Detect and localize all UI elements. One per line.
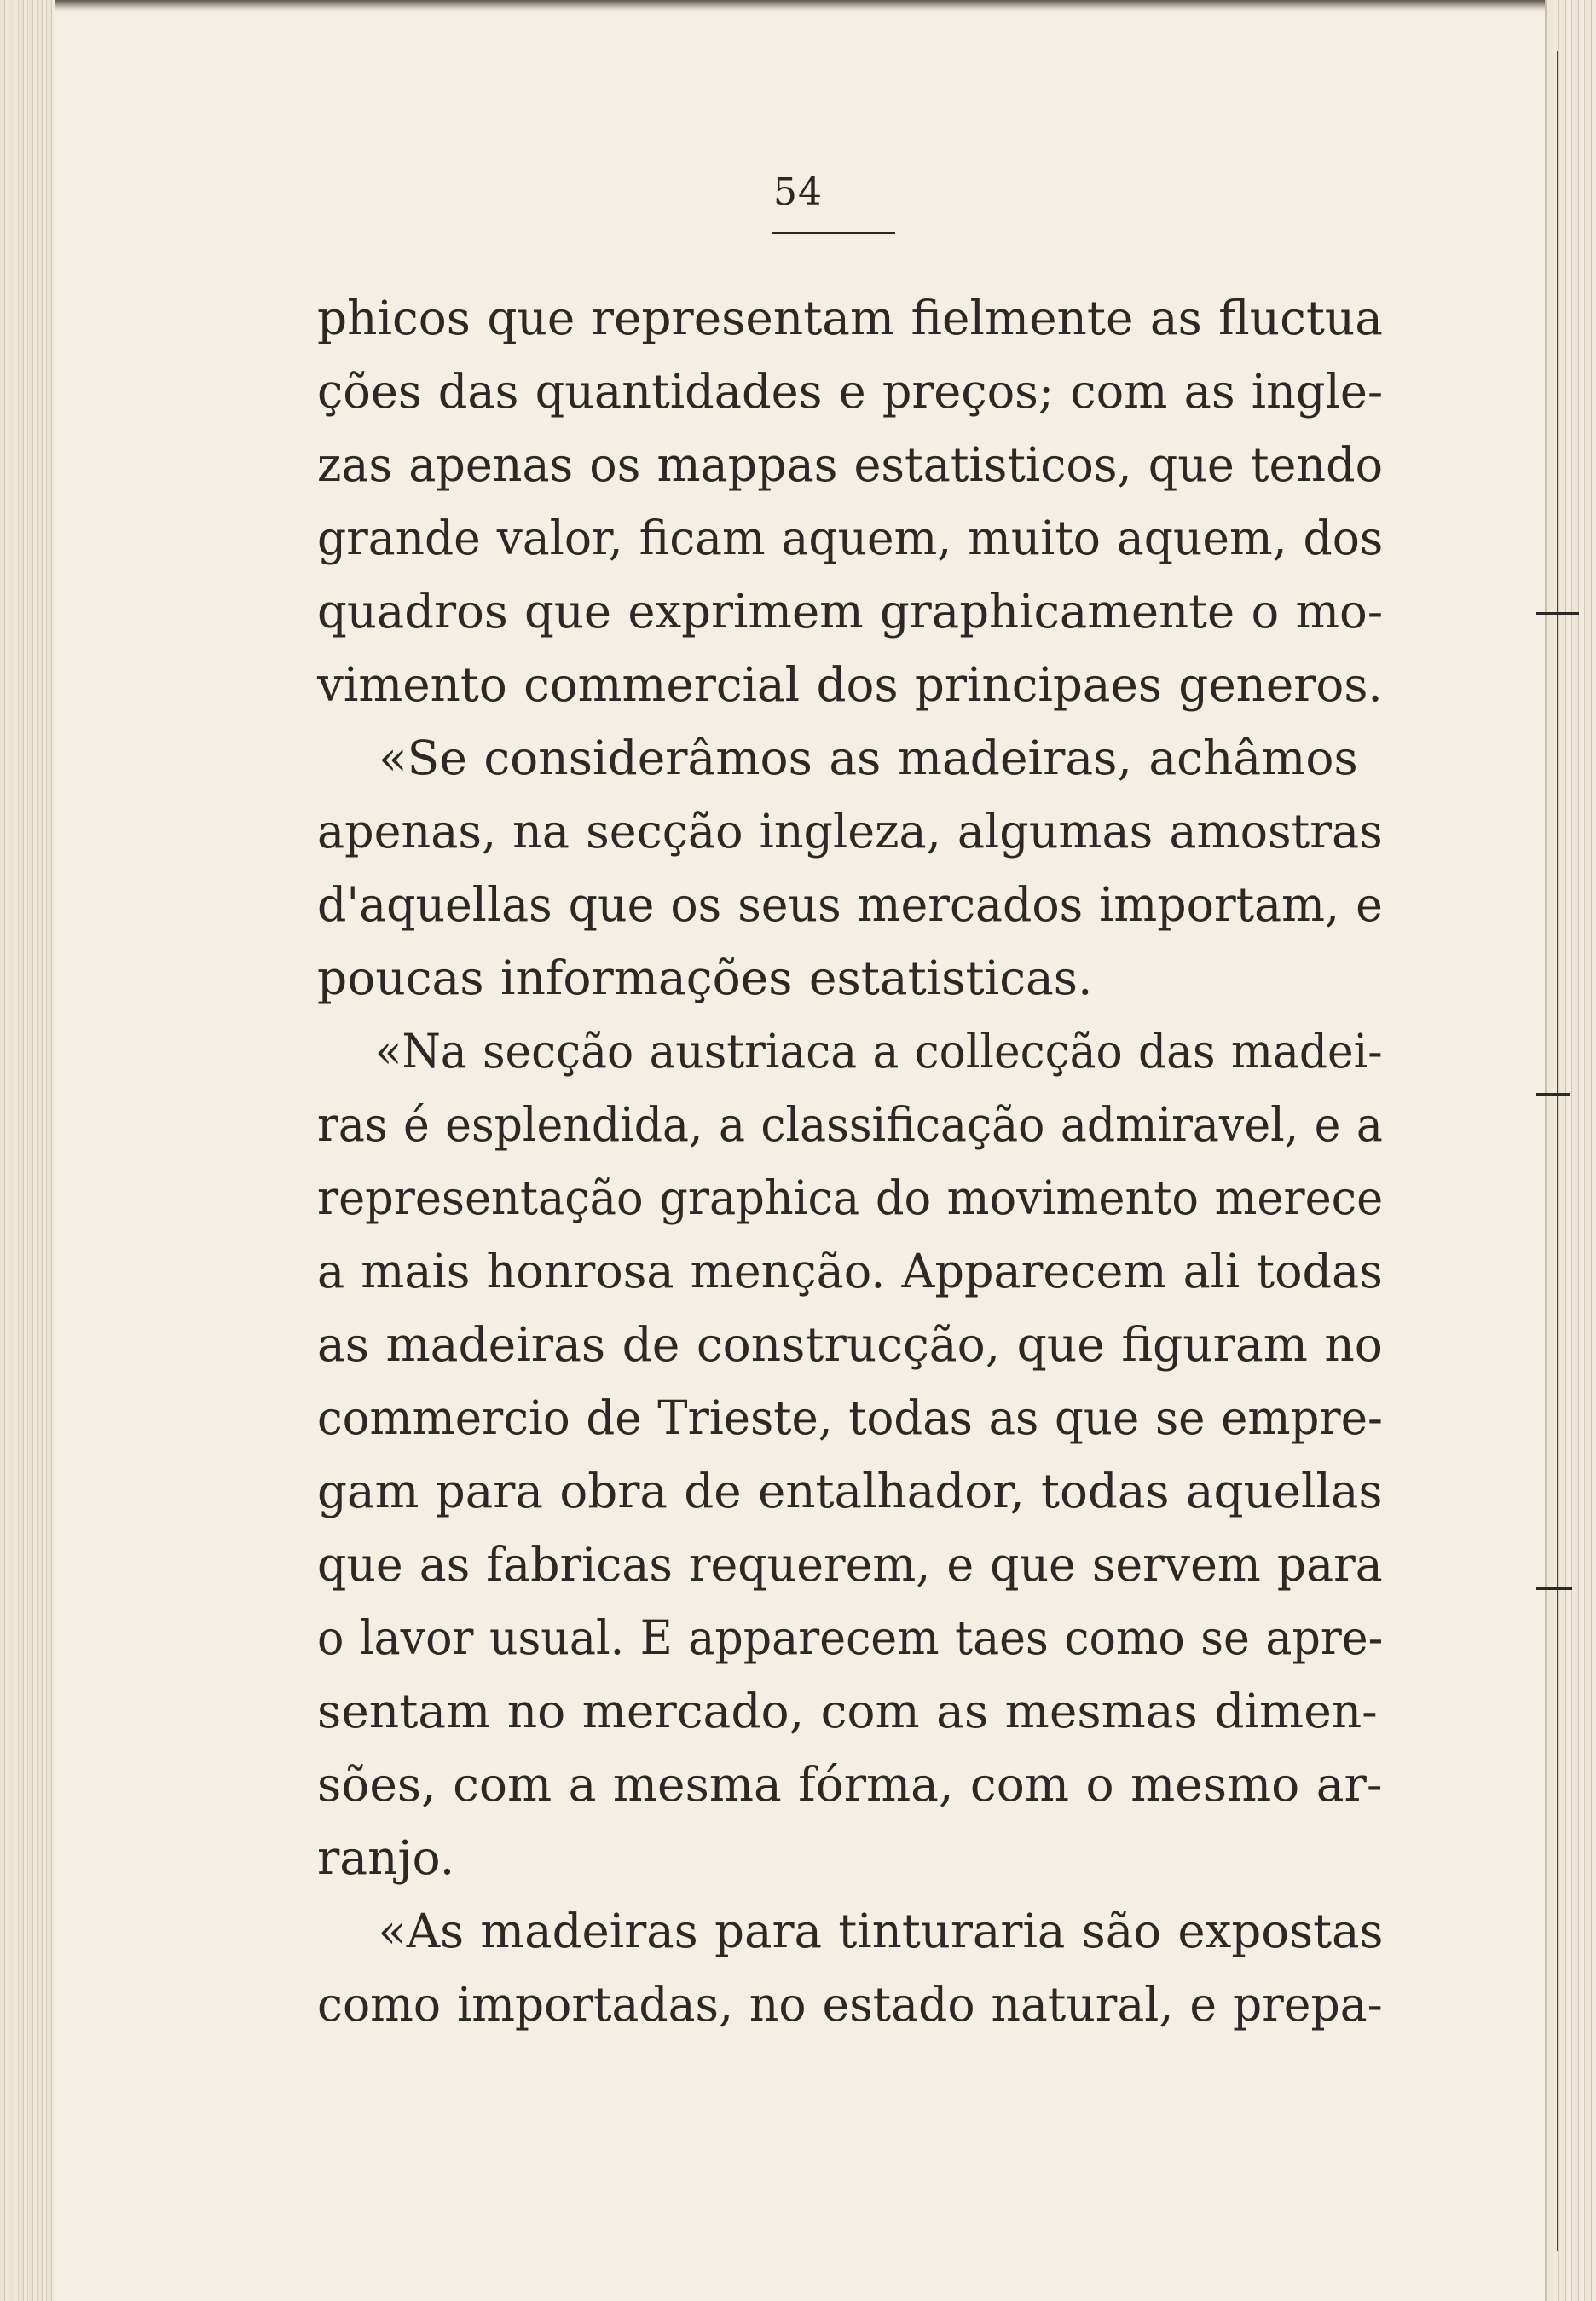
text-line: ras é esplendida, a classificação admiravel, e a	[317, 1097, 1383, 1152]
right-binding-edge	[1545, 0, 1596, 2301]
page-number: 54	[773, 171, 823, 214]
text-line: phicos que representam fielmente as fluctua	[317, 291, 1383, 345]
margin-tick	[1536, 1093, 1570, 1096]
text-line: apenas, na secção ingleza, algumas amostras	[317, 804, 1383, 859]
text-line: ranjo.	[317, 1830, 455, 1885]
text-line: quadros que exprimem graphicamente o mo-	[317, 584, 1384, 639]
text-line: representação graphica do movimento merece	[317, 1171, 1384, 1225]
text-line: grande valor, ficam aquem, muito aquem, dos	[317, 511, 1384, 565]
right-margin-rule	[1557, 51, 1558, 2251]
page-top-edge	[0, 0, 1596, 12]
text-line: commercio de Trieste, todas as que se empre-	[317, 1390, 1383, 1445]
text-line: vimento commercial dos principaes generos.	[317, 657, 1383, 712]
text-line: sentam no mercado, com as mesmas dimen-	[317, 1684, 1378, 1738]
page-header	[0, 171, 1596, 214]
text-line: as madeiras de construcção, que figuram no	[317, 1317, 1383, 1372]
text-line: que as fabricas requerem, e que servem para	[317, 1537, 1383, 1592]
text-line: poucas informações estatisticas.	[317, 951, 1093, 1005]
body-text	[317, 281, 1383, 2041]
text-line: zas apenas os mappas estatisticos, que tendo	[317, 437, 1384, 492]
text-line: ções das quantidades e preços; com as ingle-	[317, 364, 1384, 419]
text-line: d'aquellas que os seus mercados importam, e	[317, 877, 1383, 932]
text-line: gam para obra de entalhador, todas aquellas	[317, 1464, 1383, 1518]
text-line: como importadas, no estado natural, e prepa-	[317, 1977, 1383, 2032]
text-line: o lavor usual. E apparecem taes como se apre-	[317, 1610, 1384, 1665]
text-line: «Na secção austriaca a collecção das madei-	[374, 1024, 1383, 1078]
margin-tick	[1536, 612, 1579, 615]
header-rule	[772, 232, 895, 234]
text-line: a mais honrosa menção. Apparecem ali todas	[317, 1244, 1383, 1298]
margin-tick	[1536, 1587, 1572, 1590]
text-line: «Se considerâmos as madeiras, achâmos	[379, 731, 1358, 785]
text-line: sões, com a mesma fórma, com o mesmo ar-	[317, 1757, 1383, 1812]
left-binding-edge	[0, 0, 55, 2301]
text-line: «As madeiras para tinturaria são expostas	[378, 1904, 1384, 1958]
